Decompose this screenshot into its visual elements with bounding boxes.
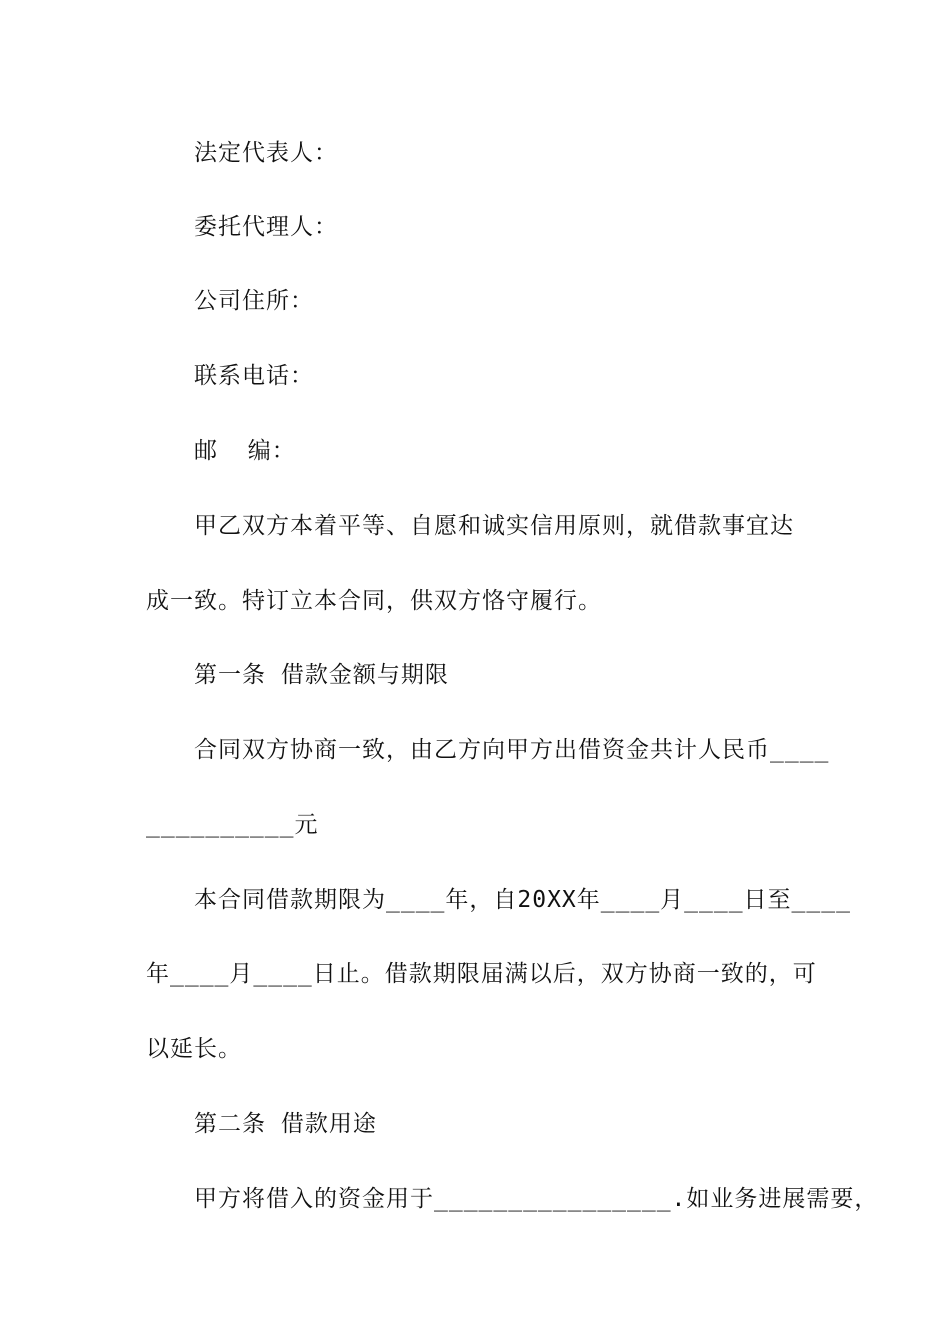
preamble-line-1: 甲乙双方本着平等、自愿和诚实信用原则，就借款事宜达	[194, 513, 794, 539]
article-1-term-line-1: 本合同借款期限为____年，自20XX年____月____日至____	[194, 887, 851, 913]
article-1-term-line-3: 以延长。	[146, 1036, 242, 1062]
legal-representative-label: 法定代表人：	[194, 140, 338, 166]
article-1-heading: 第一条 借款金额与期限	[194, 662, 449, 688]
contact-phone-label: 联系电话：	[194, 363, 314, 389]
company-address-label: 公司住所：	[194, 288, 314, 314]
article-2-purpose-line-1: 甲方将借入的资金用于________________.如业务进展需要，	[194, 1186, 879, 1212]
article-1-amount-line-1: 合同双方协商一致，由乙方向甲方出借资金共计人民币____	[194, 737, 830, 763]
postal-code-label: 邮 编：	[194, 438, 296, 464]
preamble-line-2: 成一致。特订立本合同，供双方恪守履行。	[146, 588, 602, 614]
article-1-amount-line-2: __________元	[146, 812, 319, 838]
article-1-term-line-2: 年____月____日止。借款期限届满以后，双方协商一致的，可	[146, 961, 817, 987]
authorized-agent-label: 委托代理人：	[194, 214, 338, 240]
article-2-heading: 第二条 借款用途	[194, 1111, 377, 1137]
